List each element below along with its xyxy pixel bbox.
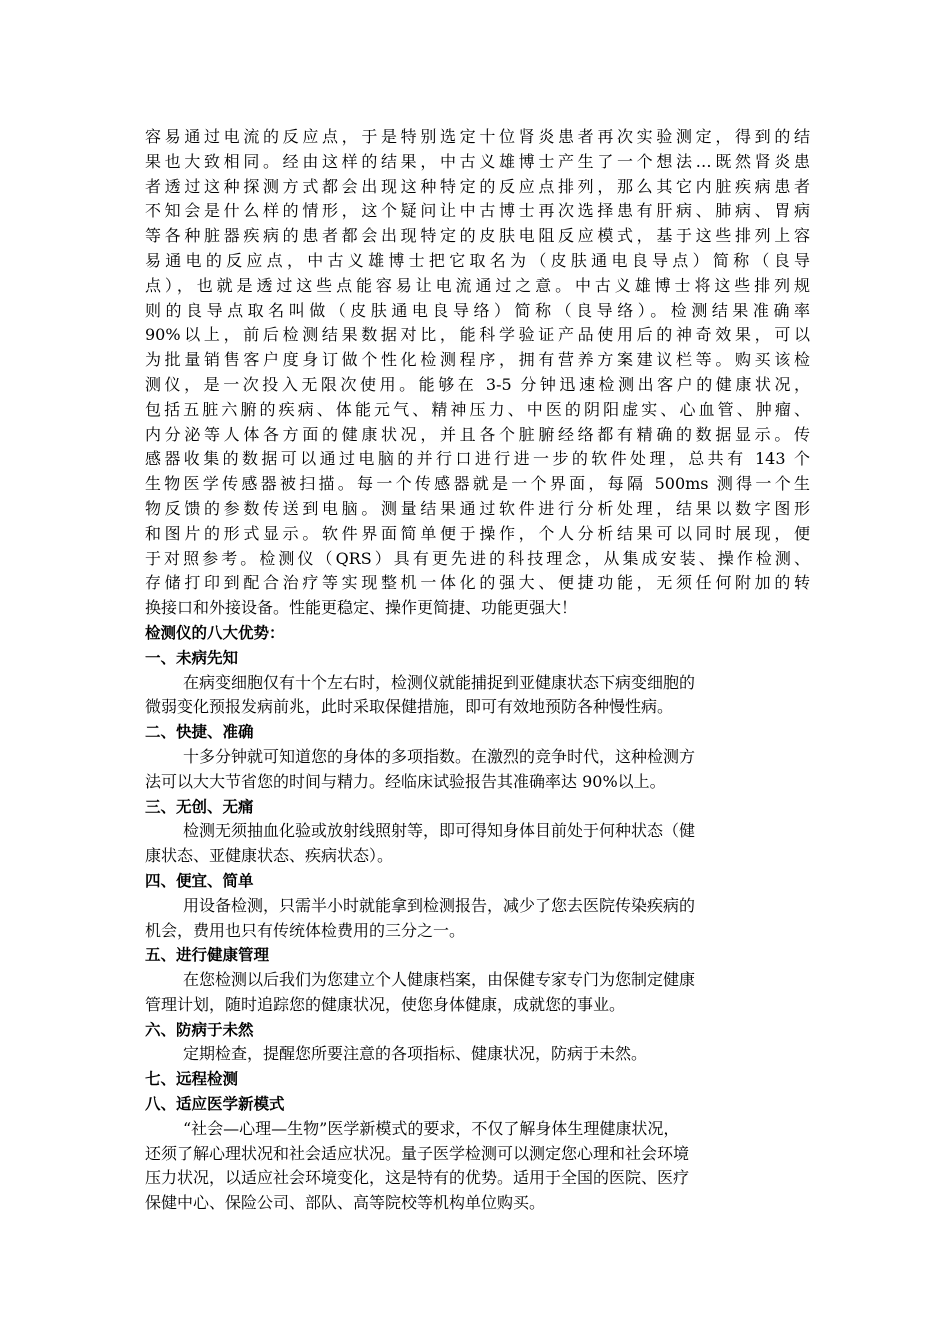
advantage-heading: 二、快捷、准确 xyxy=(145,723,254,742)
advantage-heading: 七、远程检测 xyxy=(145,1070,239,1089)
advantage-text-line: 微弱变化预报发病前兆，此时采取保健措施，即可有效地预防各种慢性病。 xyxy=(145,697,674,717)
intro-line: 90%以上，前后检测结果数据对比，能科学验证产品使用后的神奇效果，可以 xyxy=(145,325,810,345)
advantage-text-line: 机会，费用也只有传统体检费用的三分之一。 xyxy=(145,920,466,940)
intro-line: 果也大致相同。经由这样的结果，中古义雄博士产生了一个想法…既然肾炎患 xyxy=(145,151,810,171)
advantage-text-line: 管理计划，随时追踪您的健康状况，使您身体健康，成就您的事业。 xyxy=(145,994,626,1014)
advantage-text-line: 康状态、亚健康状态、疾病状态）。 xyxy=(145,846,394,866)
intro-line: 和图片的形式显示。软件界面简单便于操作，个人分析结果可以同时展现，便 xyxy=(145,523,810,543)
document-page xyxy=(145,125,810,1216)
intro-line: 于对照参考。检测仪（QRS）具有更先进的科技理念，从集成安装、操作检测、 xyxy=(145,548,810,568)
intro-line: 容易通过电流的反应点，于是特别选定十位肾炎患者再次实验测定，得到的结 xyxy=(145,127,810,146)
intro-line: 为批量销售客户度身订做个性化检测程序，拥有营养方案建议栏等。购买该检 xyxy=(145,350,810,370)
intro-line: 生物医学传感器被扫描。每一个传感器就是一个界面，每隔 500ms 测得一个生 xyxy=(145,474,810,494)
intro-line: 点），也就是透过这些点能容易让电流通过之意。中古义雄博士将这些排列规 xyxy=(145,275,810,295)
advantage-heading: 四、便宜、简单 xyxy=(145,871,254,890)
intro-line: 等各种脏器疾病的患者都会出现特定的皮肤电阻反应模式，基于这些排列上容 xyxy=(145,226,810,246)
advantage-heading: 一、未病先知 xyxy=(145,648,239,667)
advantage-item xyxy=(145,1018,810,1068)
advantage-text-line: 在病变细胞仅有十个左右时，检测仪就能捕捉到亚健康状态下病变细胞的 xyxy=(183,672,696,692)
advantage-heading: 八、适应医学新模式 xyxy=(145,1095,285,1114)
advantage-text-line: 压力状况，以适应社会环境变化，这是特有的优势。适用于全国的医院、医疗 xyxy=(145,1168,690,1188)
section-title: 检测仪的八大优势： xyxy=(145,623,285,642)
intro-line: 存储打印到配合治疗等实现整机一体化的强大、便捷功能，无须任何附加的转 xyxy=(145,573,810,593)
intro-paragraph xyxy=(145,125,810,621)
intro-line: 包括五脏六腑的疾病、体能元气、精神压力、中医的阴阳虚实、心血管、肿瘤、 xyxy=(145,399,810,419)
advantage-text-line: “社会—心理—生物”医学新模式的要求，不仅了解身体生理健康状况， xyxy=(183,1118,680,1138)
intro-line: 则的良导点取名叫做（皮肤通电良导络）简称（良导络）。检测结果准确率 xyxy=(145,300,810,320)
advantage-item xyxy=(145,943,810,1017)
advantage-text-line: 定期检查，提醒您所要注意的各项指标、健康状况，防病于未然。 xyxy=(183,1044,648,1064)
advantage-heading: 六、防病于未然 xyxy=(145,1020,254,1039)
intro-line: 换接口和外接设备。性能更稳定、操作更简捷、功能更强大！ xyxy=(145,598,578,618)
intro-line: 感器收集的数据可以通过电脑的并行口进行进一步的软件处理，总共有 143 个 xyxy=(145,449,810,469)
intro-line: 不知会是什么样的情形，这个疑问让中古博士再次选择患有肝病、肺病、胃病 xyxy=(145,201,810,221)
intro-line: 内分泌等人体各方面的健康状况，并且各个脏腑经络都有精确的数据显示。传 xyxy=(145,424,810,444)
advantage-item xyxy=(145,720,810,794)
advantage-item xyxy=(145,1092,810,1216)
intro-line: 易通电的反应点，中古义雄博士把它取名为（皮肤通电良导点）简称（良导 xyxy=(145,250,810,270)
advantage-text-line: 保健中心、保险公司、部队、高等院校等机构单位购买。 xyxy=(145,1193,546,1213)
advantage-heading: 三、无创、无痛 xyxy=(145,797,254,816)
advantage-item xyxy=(145,795,810,869)
advantage-text-line: 十多分钟就可知道您的身体的多项指数。在激烈的竞争时代，这种检测方 xyxy=(183,746,696,766)
advantage-text-line: 还须了解心理状况和社会适应状况。量子医学检测可以测定您心理和社会环境 xyxy=(145,1143,690,1163)
advantage-heading: 五、进行健康管理 xyxy=(145,946,270,965)
intro-line: 物反馈的参数传送到电脑。测量结果通过软件进行分析处理，结果以数字图形 xyxy=(145,498,810,518)
advantage-item xyxy=(145,1067,810,1092)
advantage-text-line: 在您检测以后我们为您建立个人健康档案，由保健专家专门为您制定健康 xyxy=(183,970,696,990)
advantage-item xyxy=(145,646,810,720)
advantage-text-line: 检测无须抽血化验或放射线照射等，即可得知身体目前处于何种状态（健 xyxy=(183,821,696,841)
intro-line: 者透过这种探测方式都会出现这种特定的反应点排列，那么其它内脏疾病患者 xyxy=(145,176,810,196)
advantage-text-line: 法可以大大节省您的时间与精力。经临床试验报告其准确率达 90%以上。 xyxy=(145,771,666,791)
intro-line: 测仪，是一次投入无限次使用。能够在 3-5 分钟迅速检测出客户的健康状况， xyxy=(145,374,810,394)
advantage-item xyxy=(145,869,810,943)
advantage-text-line: 用设备检测，只需半小时就能拿到检测报告，减少了您去医院传染疾病的 xyxy=(183,895,696,915)
